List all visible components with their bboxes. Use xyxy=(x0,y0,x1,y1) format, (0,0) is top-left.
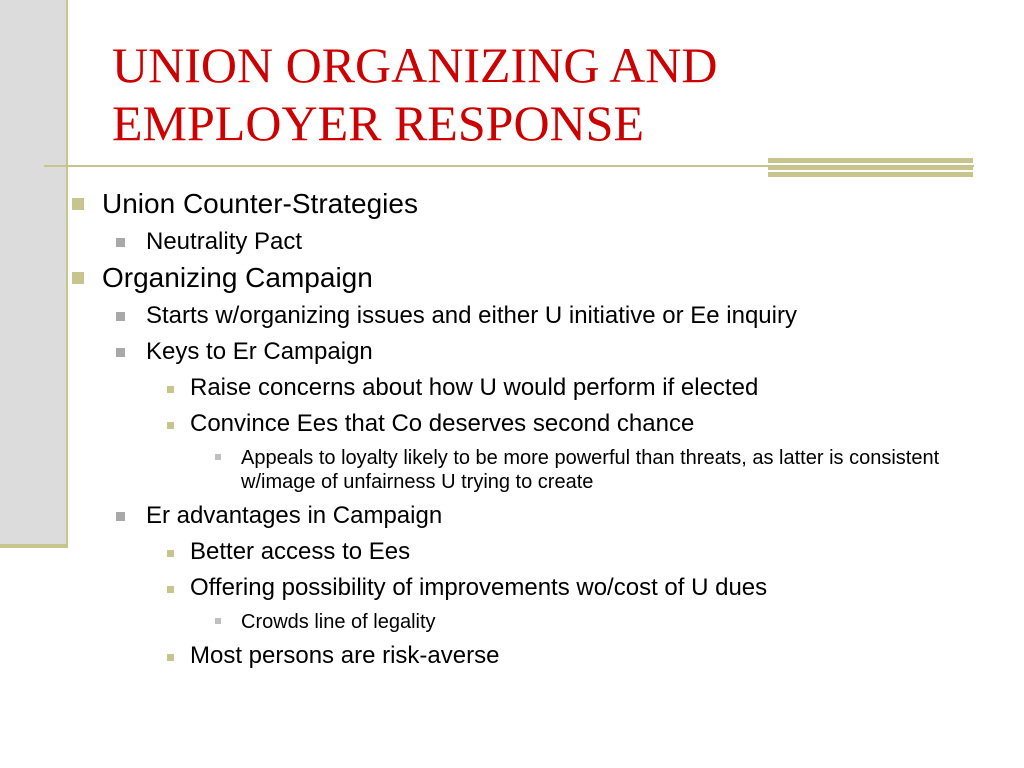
bullet-text: Crowds line of legality xyxy=(241,611,436,633)
bullet-text: Er advantages in Campaign xyxy=(146,502,443,529)
bullet-item xyxy=(60,538,1010,566)
bullet-item xyxy=(60,338,1010,366)
square-bullet-icon xyxy=(215,454,221,460)
square-bullet-icon xyxy=(167,422,174,429)
bullet-item xyxy=(60,502,1010,530)
title-divider-accent xyxy=(768,158,973,178)
square-bullet-icon xyxy=(167,386,174,393)
square-bullet-icon xyxy=(215,618,221,624)
bullet-item xyxy=(60,446,1010,494)
square-bullet-icon xyxy=(167,550,174,557)
square-bullet-icon xyxy=(72,198,84,210)
bullet-item xyxy=(60,188,1010,220)
square-bullet-icon xyxy=(72,272,84,284)
bullet-text: Keys to Er Campaign xyxy=(146,338,373,365)
bullet-text: Union Counter-Strategies xyxy=(102,188,418,219)
square-bullet-icon xyxy=(116,312,125,321)
square-bullet-icon xyxy=(167,654,174,661)
square-bullet-icon xyxy=(116,348,125,357)
bullet-text: Neutrality Pact xyxy=(146,228,303,255)
bullet-text: Raise concerns about how U would perform if elected xyxy=(190,374,759,401)
bullet-item xyxy=(60,374,1010,402)
square-bullet-icon xyxy=(167,586,174,593)
bullet-text: Offering possibility of improvements wo/cost of U dues xyxy=(190,574,768,601)
bullet-item xyxy=(60,610,1010,634)
bullet-text: Better access to Ees xyxy=(190,538,411,565)
bullet-text: Organizing Campaign xyxy=(102,262,373,293)
bullet-item xyxy=(60,410,1010,438)
square-bullet-icon xyxy=(116,238,125,247)
left-sidebar-panel xyxy=(0,0,66,548)
square-bullet-icon xyxy=(116,512,125,521)
bullet-text: Convince Ees that Co deserves second chance xyxy=(190,410,695,437)
bullet-item xyxy=(60,574,1010,602)
bullet-text: Starts w/organizing issues and either U initiative or Ee inquiry xyxy=(146,302,797,329)
bullet-item xyxy=(60,642,1010,670)
sidebar-bottom-line xyxy=(0,544,68,548)
bullet-text: Most persons are risk-averse xyxy=(190,642,500,669)
bullet-item xyxy=(60,302,1010,330)
bullet-text: Appeals to loyalty likely to be more powerful than threats, as latter is consistent w/image of unfairness U trying to create xyxy=(241,447,940,493)
slide-title: UNION ORGANIZING AND EMPLOYER RESPONSE xyxy=(112,37,718,151)
bullet-item xyxy=(60,228,1010,256)
bullet-list xyxy=(60,182,1010,670)
bullet-item xyxy=(60,262,1010,294)
